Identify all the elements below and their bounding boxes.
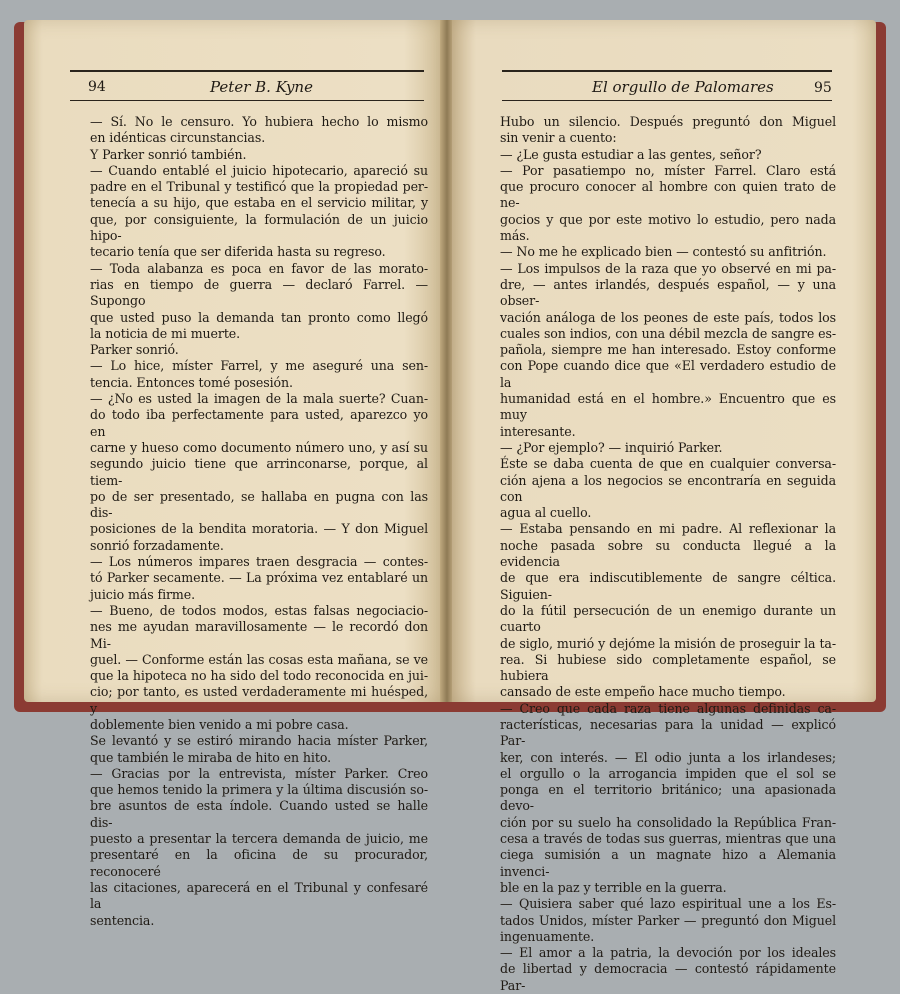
text-line: que la hipoteca no ha sido del todo reconocida en jui- — [90, 668, 428, 684]
text-line: — El amor a la patria, la devoción por los ideales — [500, 945, 836, 961]
text-line: cuales son indios, con una débil mezcla de sangre es- — [500, 325, 836, 341]
left-page-number: 94 — [88, 79, 106, 95]
text-line: do todo iba perfectamente para usted, aparezco yo en — [90, 407, 428, 439]
text-line: puesto a presentar la tercera demanda de juicio, me — [90, 831, 428, 847]
text-line: sin venir a cuento: — [500, 130, 617, 146]
text-line: — Estaba pensando en mi padre. Al reflexionar la — [500, 521, 836, 537]
text-line: sentencia. — [90, 912, 155, 928]
text-line: Hubo un silencio. Después preguntó don Miguel — [500, 114, 836, 129]
text-line: que hemos tenido la primera y la última discusión so- — [90, 782, 428, 798]
text-line: con Pope cuando dice que «El verdadero estudio de la — [500, 358, 836, 390]
text-line: dre, — antes irlandés, después español, — y una obser- — [500, 276, 836, 309]
text-line: la noticia de mi muerte. — [90, 325, 241, 341]
left-header-rule-bottom — [70, 100, 424, 101]
text-line: Parker sonrió. — [90, 342, 179, 358]
text-line: de siglo, murió y dejóme la misión de proseguir la ta- — [500, 635, 836, 651]
left-running-head: Peter B. Kyne — [210, 78, 313, 96]
text-line: que usted puso la demanda tan pronto como llegó — [90, 309, 428, 325]
text-line: do la fútil persecución de un enemigo durante un cuarto — [500, 602, 836, 635]
text-line: carne y hueso como documento número uno, y así su — [90, 439, 428, 455]
text-line: presentaré en la oficina de su procurador, reconoceré — [90, 847, 428, 879]
text-line: cio; por tanto, es usted verdaderamente mi huésped, y — [90, 684, 428, 716]
text-line: — Bueno, de todos modos, estas falsas negociacio- — [90, 602, 428, 618]
text-line: bre asuntos de esta índole. Cuando usted se halle dis- — [90, 798, 428, 830]
right-header-rule-bottom — [502, 100, 832, 101]
text-line: de libertad y democracia — contestó rápidamente Par- — [500, 961, 836, 993]
text-line: ble en la paz y terrible en la guerra. — [500, 879, 727, 895]
right-page-number: 95 — [814, 80, 832, 96]
right-header-rule-top — [502, 70, 832, 72]
left-header-rule-top — [70, 70, 424, 72]
text-line: — Los impulsos de la raza que yo observé en mi pa- — [500, 260, 836, 276]
text-line: — Quisiera saber qué lazo espiritual une a los Es- — [500, 896, 836, 912]
text-line: gocios y que por este motivo lo estudio, pero nada más. — [500, 211, 836, 244]
text-line: que, por consiguiente, la formulación de un juicio hipo- — [90, 211, 428, 244]
text-line: — No me he explicado bien — contestó su anfitrión. — [500, 244, 827, 260]
text-line: — Sí. No le censuro. Yo hubiera hecho lo mismo — [90, 114, 428, 129]
text-line: segundo juicio tiene que arrinconarse, porque, al tiem- — [90, 456, 428, 488]
text-line: las citaciones, aparecerá en el Tribunal y confesaré la — [90, 879, 428, 912]
text-line: — ¿Le gusta estudiar a las gentes, señor? — [500, 146, 762, 162]
text-line: que procuro conocer al hombre con quien trato de ne- — [500, 179, 836, 211]
text-line: noche pasada sobre su conducta llegué a la evidencia — [500, 537, 836, 570]
text-line: rea. Si hubiese sido completamente español, se hubiera — [500, 651, 836, 684]
text-line: que también le miraba de hito en hito. — [90, 749, 331, 765]
text-line: — Creo que cada raza tiene algunas definidas ca- — [500, 700, 836, 716]
text-line: sonrió forzadamente. — [90, 537, 224, 553]
text-line: — Por pasatiempo no, míster Farrel. Claro está — [500, 162, 836, 178]
text-line: tó Parker secamente. — La próxima vez entablaré un — [90, 570, 428, 586]
text-line: po de ser presentado, se hallaba en pugna con las dis- — [90, 488, 428, 521]
text-line: — ¿No es usted la imagen de la mala suerte? Cuan- — [90, 391, 428, 407]
text-line: — Los números impares traen desgracia — contes- — [90, 554, 428, 570]
text-line: pañola, siempre me han interesado. Estoy conforme — [500, 342, 836, 358]
text-line: padre en el Tribunal y testificó que la propiedad per- — [90, 179, 428, 195]
text-line: Se levantó y se estiró mirando hacia míster Parker, — [90, 733, 428, 749]
text-line: tencia. Entonces tomé posesión. — [90, 374, 293, 390]
open-book — [14, 12, 886, 993]
text-line: — Toda alabanza es poca en favor de las morato- — [90, 260, 428, 276]
text-line: ción por su suelo ha consolidado la República Fran- — [500, 814, 836, 830]
text-line: — ¿Por ejemplo? — inquirió Parker. — [500, 439, 723, 455]
text-line: rias en tiempo de guerra — declaró Farrel. — Supongo — [90, 276, 428, 309]
text-line: humanidad está en el hombre.» Encuentro que es muy — [500, 391, 836, 423]
text-line: — Gracias por la entrevista, míster Parker. Creo — [90, 765, 428, 781]
text-line: interesante. — [500, 423, 576, 439]
text-line: racterísticas, necesarias para la unidad — explicó Par- — [500, 716, 836, 749]
left-page — [24, 20, 442, 928]
left-page-text — [90, 114, 428, 929]
text-line: — Cuando entablé el juicio hipotecario, apareció su — [90, 162, 428, 178]
text-line: cesa a través de todas sus guerras, mientras que una — [500, 831, 836, 847]
right-page — [452, 20, 876, 993]
text-line: doblemente bien venido a mi pobre casa. — [90, 716, 349, 732]
text-line: ciega sumisión a un magnate hizo a Alemania invenci- — [500, 847, 836, 879]
text-line: ción ajena a los negocios se encontraría en seguida con — [500, 472, 836, 504]
text-line: posiciones de la bendita moratoria. — Y don Miguel — [90, 521, 428, 537]
text-line: el orgullo o la arrogancia impiden que el sol se — [500, 765, 836, 781]
text-line: tenecía a su hijo, que estaba en el servicio militar, y — [90, 195, 428, 211]
right-page-text — [500, 114, 836, 994]
text-line: tados Unidos, míster Parker — preguntó don Miguel — [500, 912, 836, 928]
text-line: ponga en el territorio británico; una apasionada devo- — [500, 782, 836, 814]
text-line: guel. — Conforme están las cosas esta mañana, se ve — [90, 651, 428, 667]
text-line: en idénticas circunstancias. — [90, 130, 266, 146]
text-line: vación análoga de los peones de este país, todos los — [500, 309, 836, 325]
text-line: cansado de este empeño hace mucho tiempo. — [500, 684, 786, 700]
text-line: Éste se daba cuenta de que en cualquier conversa- — [500, 456, 836, 472]
text-line: juicio más firme. — [90, 586, 196, 602]
text-line: tecario tenía que ser diferida hasta su regreso. — [90, 244, 386, 260]
text-line: Y Parker sonrió también. — [90, 146, 247, 162]
right-running-head: El orgullo de Palomares — [592, 78, 774, 96]
text-line: — Lo hice, míster Farrel, y me aseguré una sen- — [90, 358, 428, 374]
text-line: de que era indiscutiblemente de sangre céltica. Siguien- — [500, 570, 836, 602]
text-line: agua al cuello. — [500, 505, 592, 521]
text-line: nes me ayudan maravillosamente — le recordó don Mi- — [90, 619, 428, 651]
text-line: ker, con interés. — El odio junta a los irlandeses; — [500, 749, 836, 765]
text-line: ingenuamente. — [500, 928, 595, 944]
